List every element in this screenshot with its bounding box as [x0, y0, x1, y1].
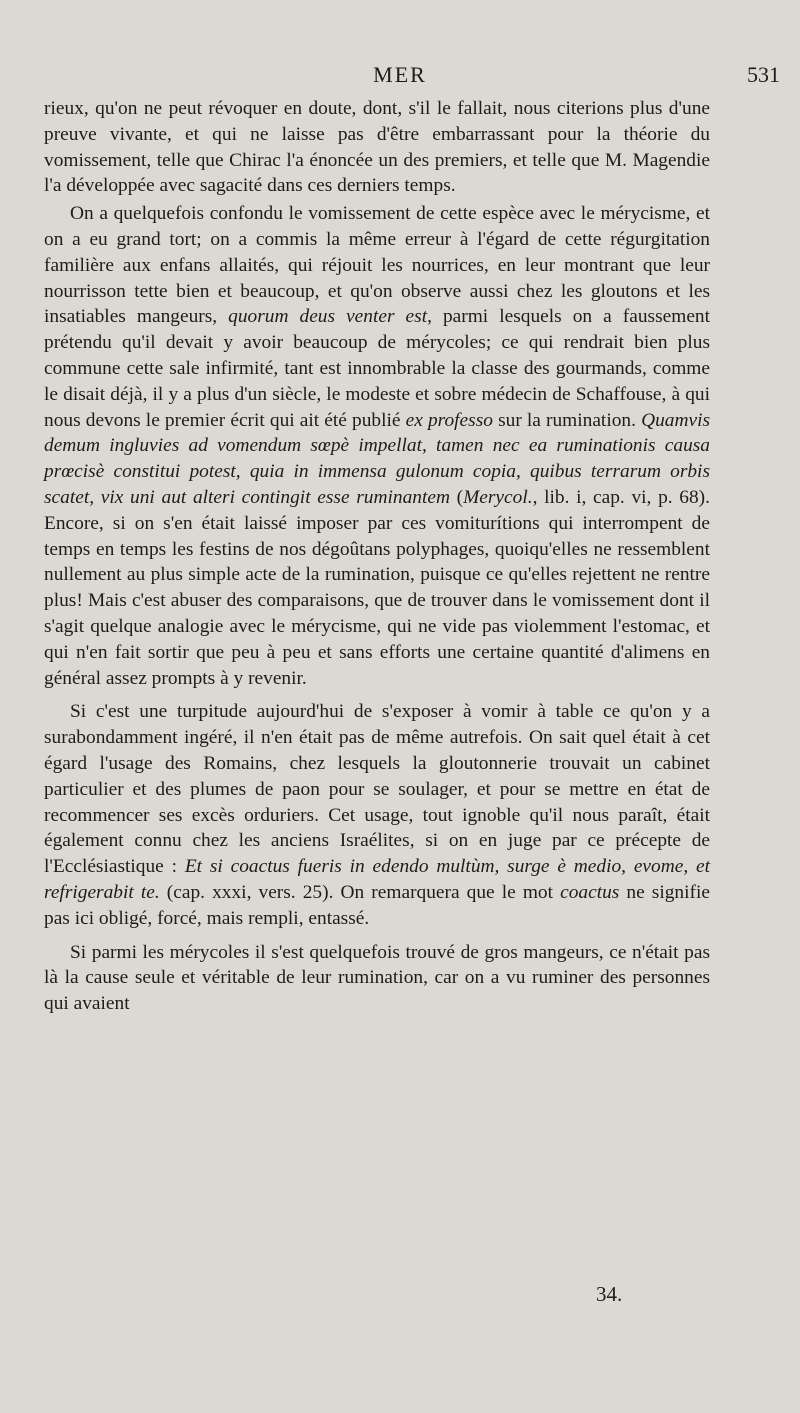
- italic-segment: Merycol.: [463, 486, 533, 508]
- page-number: 531: [747, 62, 780, 87]
- text-segment: Si parmi les mérycoles il s'est quelquefois trouvé de gros mangeurs, ce n'était pas là la cause seule et véritable de leur rumination, car on a vu ruminer des personnes qui avaient: [44, 941, 710, 1015]
- paragraph-3: [44, 699, 710, 931]
- text-segment: On a quelquefois confondu le vomissement de cette espèce avec le mérycisme, et on a eu grand tort; on a commis la même erreur à l'égard de cette régurgitation familière aux enfans allaités, qui réjouit les nourrices, en leur montrant que leur nourrisson tette bien et beaucoup, et qu'on observe aussi chez les gloutons et les insatiables mangeurs,: [44, 203, 710, 328]
- text-segment: (: [449, 486, 464, 508]
- paragraph-4: [44, 940, 710, 1017]
- italic-segment: ex professo: [405, 409, 493, 431]
- italic-segment: quorum deus venter est: [228, 306, 428, 328]
- text-segment: (cap. xxxi, vers. 25). On remarquera que le mot: [159, 881, 561, 903]
- italic-segment: Et si coactus fueris in edendo multùm, surge è medio, evome, et refrigerabit te.: [44, 856, 711, 903]
- text-segment: rieux, qu'on ne peut révoquer en doute, dont, s'il le fallait, nous citerions plus d'une preuve vivante, et qui ne laisse pas d'être embarrassant pour la théorie du vomissement, telle que Chirac l'a énoncée un des premiers, et telle que M. Magendie l'a développée avec sagacité dans ces derniers temps.: [44, 98, 710, 197]
- body-text: [44, 96, 710, 1017]
- page-header: [0, 62, 800, 96]
- signature-mark: 34.: [596, 1282, 623, 1306]
- text-segment: , lib. i, cap. vi, p. 68). Encore, si on s'en était laissé imposer par ces vomiturítions qui interrompent de temps en temps les festins de nos dégoûtans polyphages, quoiqu'elles ne ressemblent nullement au plus simple acte de la rumination, puisque ce qu'elles rejettent ne rentre plus! Mais c'est abuser des comparaisons, que de trouver dans le vomissement dont il s'agit quelque analogie avec le mérycisme, qui ne vide pas violemment l'estomac, et qui n'en fait sortir que peu à peu et sans efforts une certaine quantité d'alimens en général assez prompts à y revenir.: [44, 486, 710, 689]
- paragraph-1: [44, 96, 710, 199]
- italic-segment: coactus: [560, 881, 620, 903]
- text-segment: sur la rumination.: [492, 409, 642, 431]
- text-segment: Si c'est une turpitude aujourd'hui de s'exposer à vomir à table ce qu'on y a surabondamment ingéré, il n'en était pas de même autrefois. On sait quel était à cet égard l'usage des Romains, chez lesquels la gloutonnerie trouvait un cabinet particulier et des plumes de paon pour se soulager, et pour se mettre en état de recommencer ses excès orduriers. Cet usage, tout ignoble qu'il nous paraît, était également connu chez les anciens Israélites, si on en juge par ce précepte de l'Ecclésiastique :: [44, 701, 710, 878]
- italic-segment: Quamvis demum ingluvies ad vomendum sœpè impellat, tamen nec ea ruminationis causa prœcisè constitui potest, quia in immensa gulonum copia, quibus terrarum orbis scatet, vix uni aut alteri contingit esse ruminantem: [44, 409, 711, 508]
- text-segment: ne signifie pas ici obligé, forcé, mais rempli, entassé.: [44, 881, 710, 929]
- running-head: MER: [373, 62, 427, 87]
- text-segment: , parmi lesquels on a faussement prétendu qu'il devait y avoir beaucoup de mérycoles; ce qui rendrait bien plus commune cette sale infirmité, tant est innombrable la classe des gourmands, comme le disait déjà, il y a plus d'un siècle, le modeste et sobre médecin de Schaffouse, à qui nous devons le premier écrit qui ait été publié: [44, 306, 711, 431]
- paragraph-2: [44, 201, 710, 691]
